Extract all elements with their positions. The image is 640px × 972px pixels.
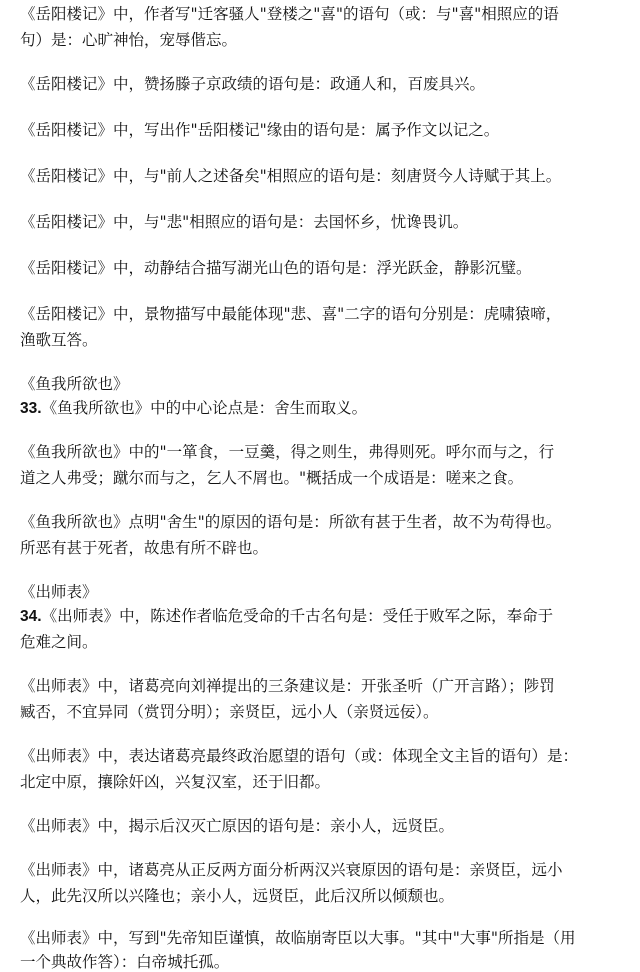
text-line: 道之人弗受；蹴尔而与之，乞人不屑也。"概括成一个成语是：嗟来之食。 <box>20 469 524 487</box>
section-heading: 《鱼我所欲也》 <box>20 375 129 393</box>
section-heading: 《出师表》 <box>20 583 98 601</box>
text-line: 《出师表》中，写到"先帝知臣谨慎，故临崩寄臣以大事。"其中"大事"所指是（用 <box>20 929 576 947</box>
numbered-item <box>20 398 632 419</box>
text-line: 《出师表》中，揭示后汉灭亡原因的语句是：亲小人，远贤臣。 <box>20 817 455 835</box>
text-line: 渔歌互答。 <box>20 331 98 349</box>
numbered-item <box>20 606 632 627</box>
text-line: 人，此先汉所以兴隆也；亲小人，远贤臣，此后汉所以倾颓也。 <box>20 887 455 905</box>
item-number: 34. <box>20 608 42 625</box>
text-line: 《岳阳楼记》中，作者写"迁客骚人"登楼之"喜"的语句（或：与"喜"相照应的语 <box>20 5 559 23</box>
text-line: 《岳阳楼记》中，动静结合描写湖光山色的语句是：浮光跃金，静影沉璧。 <box>20 259 532 277</box>
text-line: 《岳阳楼记》中，景物描写中最能体现"悲、喜"二字的语句分别是：虎啸猿啼， <box>20 305 562 323</box>
text-line: 《岳阳楼记》中，写出作"岳阳楼记"缘由的语句是：属予作文以记之。 <box>20 121 500 139</box>
text-line: 《岳阳楼记》中，赞扬滕子京政绩的语句是：政通人和，百废具兴。 <box>20 75 486 93</box>
text-line: 危难之间。 <box>20 633 98 651</box>
text-line: 北定中原，攘除奸凶，兴复汉室，还于旧都。 <box>20 773 331 791</box>
item-text: 《出师表》中，陈述作者临危受命的千古名句是：受任于败军之际，奉命于 <box>41 607 554 625</box>
text-line: 《岳阳楼记》中，与"悲"相照应的语句是：去国怀乡，忧谗畏讥。 <box>20 213 469 231</box>
text-line: 一个典故作答）：白帝城托孤。 <box>20 953 230 971</box>
text-line: 《出师表》中，表达诸葛亮最终政治愿望的语句（或：体现全文主旨的语句）是： <box>20 747 579 765</box>
text-line: 臧否，不宜异同（赏罚分明）；亲贤臣，远小人（亲贤远佞）。 <box>20 703 439 721</box>
text-line: 《出师表》中，诸葛亮向刘禅提出的三条建议是：开张圣听（广开言路）；陟罚 <box>20 677 555 695</box>
text-line: 《岳阳楼记》中，与"前人之述备矣"相照应的语句是：刻唐贤今人诗赋于其上。 <box>20 167 562 185</box>
text-line: 《鱼我所欲也》点明"舍生"的原因的语句是：所欲有甚于生者，故不为苟得也。 <box>20 513 562 531</box>
text-line: 《鱼我所欲也》中的"一箪食，一豆羹，得之则生，弗得则死。呼尔而与之，行 <box>20 443 555 461</box>
text-line: 《出师表》中，诸葛亮从正反两方面分析两汉兴衰原因的语句是：亲贤臣，远小 <box>20 861 563 879</box>
item-number: 33. <box>20 400 42 417</box>
text-line: 句）是：心旷神怡，宠辱偕忘。 <box>20 31 238 49</box>
item-text: 《鱼我所欲也》中的中心论点是：舍生而取义。 <box>41 399 368 417</box>
text-line: 所恶有甚于死者，故患有所不辟也。 <box>20 539 269 557</box>
